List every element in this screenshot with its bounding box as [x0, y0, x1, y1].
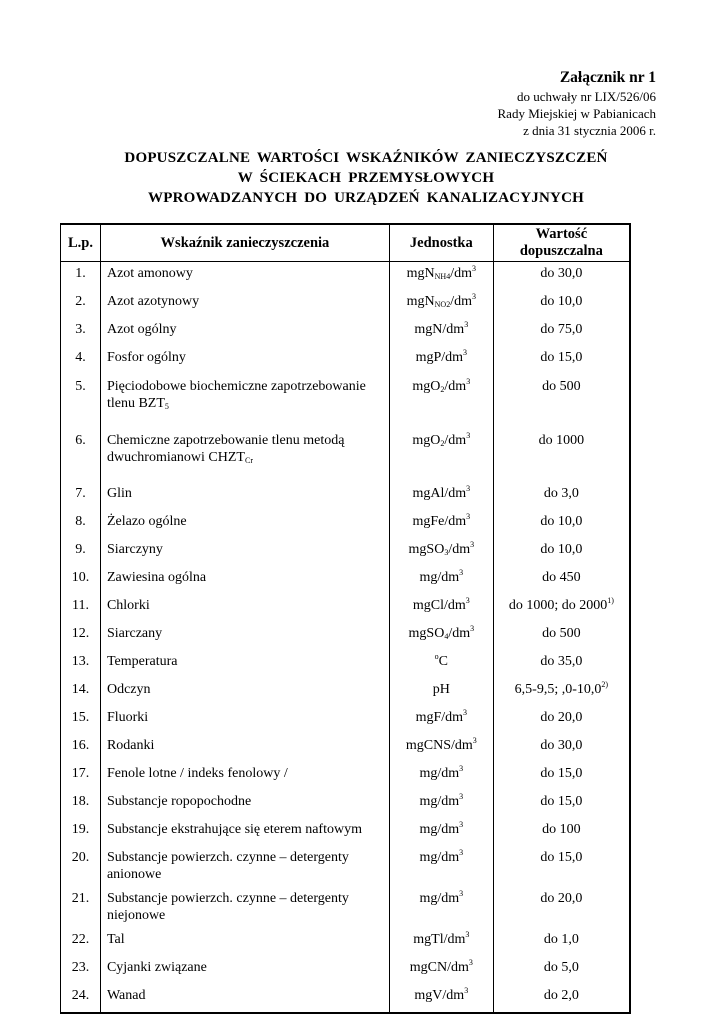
- cell-lp: 3.: [61, 318, 101, 346]
- cell-name: [100, 482, 389, 510]
- cell-name-line-2: anionowe: [106, 867, 162, 882]
- unit-superscript: 3: [470, 540, 475, 549]
- unit-subscript: 4: [444, 632, 449, 641]
- cell-name-subscript: 5: [164, 402, 169, 411]
- cell-lp: 15.: [61, 706, 101, 734]
- cell-unit: [389, 346, 493, 374]
- unit-base: mg/dm: [419, 766, 460, 781]
- cell-name-line: Azot amonowy: [106, 266, 193, 281]
- cell-name: [100, 262, 389, 291]
- table-row: [61, 622, 631, 650]
- cell-lp: 11.: [61, 594, 101, 622]
- header-lp: L.p.: [61, 224, 101, 262]
- cell-name: [100, 318, 389, 346]
- table-row: [61, 678, 631, 706]
- unit-base: mg/dm: [419, 891, 460, 906]
- cell-name-line: Cyjanki związane: [106, 960, 207, 975]
- cell-unit: [389, 928, 493, 956]
- cell-value: [493, 262, 630, 291]
- table-row: [61, 290, 631, 318]
- value-text: do 30,0: [540, 266, 583, 281]
- unit-volume: /dm: [448, 542, 471, 557]
- unit-superscript: 3: [459, 568, 464, 577]
- unit-volume: /dm: [450, 266, 472, 281]
- unit-subscript: 2: [440, 385, 445, 394]
- table-row: [61, 984, 631, 1013]
- cell-value: [493, 928, 630, 956]
- cell-value: [493, 734, 630, 762]
- cell-name-line: Substancje ekstrahujące się eterem naftowym: [106, 822, 362, 837]
- value-text: do 15,0: [540, 766, 583, 781]
- unit-degree: o: [434, 652, 439, 661]
- unit-base: mgCNS/dm: [405, 738, 473, 753]
- cell-unit: [389, 984, 493, 1013]
- cell-unit: [389, 706, 493, 734]
- unit-superscript: 3: [459, 792, 464, 801]
- cell-name: [100, 790, 389, 818]
- unit-base: mgF/dm: [415, 710, 464, 725]
- cell-name-line: Substancje powierzch. czynne – detergenty: [106, 850, 349, 865]
- unit-superscript: 3: [459, 764, 464, 773]
- cell-lp: 13.: [61, 650, 101, 678]
- table-row: [61, 928, 631, 956]
- unit-superscript: 3: [472, 736, 477, 745]
- value-text: do 15,0: [540, 350, 583, 365]
- table-body: [61, 262, 631, 1014]
- table-row: [61, 818, 631, 846]
- cell-lp: 5.: [61, 374, 101, 428]
- cell-lp: 8.: [61, 510, 101, 538]
- cell-name: [100, 622, 389, 650]
- unit-base: mg/dm: [419, 570, 460, 585]
- table-row: [61, 482, 631, 510]
- value-text: 6,5-9,5; ,0-10,0: [514, 682, 602, 697]
- cell-name-line: Tal: [106, 932, 125, 947]
- unit-base: mgTl/dm: [413, 932, 466, 947]
- table-row: [61, 374, 631, 428]
- unit-subscript: NH4: [434, 272, 451, 281]
- cell-value: [493, 622, 630, 650]
- cell-value: [493, 318, 630, 346]
- cell-unit: [389, 538, 493, 566]
- cell-name-line-2: dwuchromianowi $CHZT_{Cr}$: [106, 450, 253, 465]
- table-row: [61, 846, 631, 887]
- table-row: [61, 262, 631, 291]
- unit-base: mgP/dm: [415, 350, 464, 365]
- cell-value: [493, 706, 630, 734]
- cell-name: [100, 887, 389, 928]
- cell-value: [493, 346, 630, 374]
- value-text: do 35,0: [540, 654, 583, 669]
- header-unit: Jednostka: [389, 224, 493, 262]
- cell-value: [493, 482, 630, 510]
- annex-resolution: do uchwały nr LIX/526/06: [516, 89, 656, 104]
- cell-value: [493, 428, 630, 482]
- table-row: [61, 428, 631, 482]
- cell-lp: 18.: [61, 790, 101, 818]
- value-text: do 3,0: [543, 486, 579, 501]
- cell-value: [493, 846, 630, 887]
- unit-base: mgO: [412, 433, 441, 448]
- cell-name: [100, 374, 389, 428]
- unit-base: mgSO: [408, 626, 445, 641]
- unit-base: mgFe/dm: [412, 514, 467, 529]
- unit-superscript: 3: [459, 848, 464, 857]
- unit-superscript: 3: [459, 820, 464, 829]
- unit-base: mgCN/dm: [409, 960, 469, 975]
- cell-name-line: Azot ogólny: [106, 322, 177, 337]
- cell-name-line: Chemiczne zapotrzebowanie tlenu metodą: [106, 433, 345, 448]
- cell-value: [493, 650, 630, 678]
- cell-name: [100, 346, 389, 374]
- cell-lp: 24.: [61, 984, 101, 1013]
- cell-unit: [389, 956, 493, 984]
- unit-superscript: 3: [459, 889, 464, 898]
- unit-superscript: 3: [466, 377, 471, 386]
- cell-name-subscript: Cr: [244, 456, 253, 465]
- cell-name-line: Substancje powierzch. czynne – detergenty: [106, 891, 349, 906]
- cell-name-line: Fosfor ogólny: [106, 350, 186, 365]
- cell-name: [100, 928, 389, 956]
- cell-name-line: Pięciodobowe biochemiczne zapotrzebowanie: [106, 379, 366, 394]
- cell-value: [493, 510, 630, 538]
- unit-base: mgCl/dm: [412, 598, 466, 613]
- unit-superscript: 3: [465, 930, 470, 939]
- cell-lp: 10.: [61, 566, 101, 594]
- unit-symbol: C: [438, 654, 448, 669]
- value-text: do 10,0: [540, 542, 583, 557]
- unit-base: mg/dm: [419, 822, 460, 837]
- unit-base: mgSO: [408, 542, 445, 557]
- cell-lp: 2.: [61, 290, 101, 318]
- value-text: do 5,0: [543, 960, 579, 975]
- unit-superscript: 3: [464, 320, 469, 329]
- value-text: do 15,0: [540, 850, 583, 865]
- cell-unit: [389, 566, 493, 594]
- table-row: [61, 538, 631, 566]
- annex-block: [498, 68, 657, 139]
- value-text: do 1000: [538, 433, 585, 448]
- cell-name: [100, 538, 389, 566]
- unit-base: mg/dm: [419, 794, 460, 809]
- table-row: [61, 346, 631, 374]
- cell-name: [100, 818, 389, 846]
- value-text: do 20,0: [540, 891, 583, 906]
- annex-council: Rady Miejskiej w Pabianicach: [497, 106, 656, 121]
- cell-name: [100, 846, 389, 887]
- cell-name: [100, 510, 389, 538]
- cell-name-line: Azot azotynowy: [106, 294, 200, 309]
- cell-name-line: Fenole lotne / indeks fenolowy /: [106, 766, 288, 781]
- table-row: [61, 956, 631, 984]
- cell-unit: [389, 510, 493, 538]
- cell-lp: 20.: [61, 846, 101, 887]
- table-row: [61, 650, 631, 678]
- cell-unit: [389, 290, 493, 318]
- unit-superscript: 3: [464, 986, 469, 995]
- unit-superscript: 3: [463, 348, 468, 357]
- cell-lp: 17.: [61, 762, 101, 790]
- document-title-line-2: W ŚCIEKACH PRZEMYSŁOWYCH: [237, 170, 495, 186]
- cell-name: [100, 734, 389, 762]
- unit-base: mgN/dm: [414, 322, 465, 337]
- cell-name: [100, 594, 389, 622]
- value-text: do 20,0: [540, 710, 583, 725]
- cell-name-line: Fluorki: [106, 710, 149, 725]
- unit-superscript: 3: [470, 624, 475, 633]
- unit-base: mgN: [406, 266, 435, 281]
- unit-superscript: 3: [466, 431, 471, 440]
- table-row: [61, 762, 631, 790]
- table-row: [61, 887, 631, 928]
- cell-value: [493, 887, 630, 928]
- cell-unit: [389, 846, 493, 887]
- cell-name-line: Żelazo ogólne: [106, 514, 187, 529]
- unit-superscript: 3: [468, 958, 473, 967]
- cell-value: [493, 818, 630, 846]
- header-name: Wskaźnik zanieczyszczenia: [100, 224, 389, 262]
- unit-base: mgN: [406, 294, 435, 309]
- unit-base: mgO: [412, 379, 441, 394]
- value-text: do 30,0: [540, 738, 583, 753]
- value-text: do 1000; do 2000: [508, 598, 608, 613]
- unit-base: mgV/dm: [414, 988, 465, 1003]
- cell-name-line-2: niejonowe: [106, 908, 166, 923]
- cell-unit: [389, 482, 493, 510]
- cell-value: [493, 762, 630, 790]
- cell-unit: [389, 594, 493, 622]
- table-row: [61, 318, 631, 346]
- unit-superscript: 3: [466, 512, 471, 521]
- cell-unit: [389, 262, 493, 291]
- table-row: [61, 594, 631, 622]
- cell-name: [100, 762, 389, 790]
- cell-lp: 23.: [61, 956, 101, 984]
- value-footnote-marker: 2): [601, 680, 609, 689]
- cell-value: [493, 956, 630, 984]
- table-row: [61, 734, 631, 762]
- header-value: [493, 224, 630, 262]
- value-text: do 450: [542, 570, 581, 585]
- value-text: do 10,0: [540, 294, 583, 309]
- table-row: [61, 790, 631, 818]
- header-value-line-1: Wartość: [535, 226, 588, 242]
- cell-name: [100, 706, 389, 734]
- value-text: do 75,0: [540, 322, 583, 337]
- cell-value: [493, 566, 630, 594]
- cell-unit: [389, 818, 493, 846]
- value-text: do 500: [542, 626, 581, 641]
- value-text: do 15,0: [540, 794, 583, 809]
- cell-name: [100, 650, 389, 678]
- cell-value: [493, 790, 630, 818]
- cell-name: [100, 984, 389, 1013]
- value-text: do 100: [542, 822, 581, 837]
- table-header-row: [61, 224, 631, 262]
- document-title-line-3: WPROWADZANYCH DO URZĄDZEŃ KANALIZACYJNYCH: [148, 190, 584, 206]
- cell-lp: 12.: [61, 622, 101, 650]
- cell-name-line-2: tlenu $BZT_5$: [106, 396, 169, 411]
- unit-superscript: 3: [463, 708, 468, 717]
- unit-volume: /dm: [444, 433, 467, 448]
- cell-name-line: Wanad: [106, 988, 146, 1003]
- table-row: [61, 566, 631, 594]
- cell-lp: 7.: [61, 482, 101, 510]
- table-row: [61, 706, 631, 734]
- cell-name-line: Siarczyny: [106, 542, 163, 557]
- cell-lp: 1.: [61, 262, 101, 291]
- cell-lp: 9.: [61, 538, 101, 566]
- cell-lp: 6.: [61, 428, 101, 482]
- unit-base: pH: [432, 682, 450, 697]
- cell-value: [493, 374, 630, 428]
- unit-base: mg/dm: [419, 850, 460, 865]
- header-value-line-2: dopuszczalna: [519, 243, 603, 259]
- cell-value: [493, 594, 630, 622]
- document-title: [60, 148, 672, 208]
- unit-volume: /dm: [448, 626, 471, 641]
- value-footnote-marker: 1): [607, 596, 614, 605]
- unit-superscript: 3: [466, 484, 471, 493]
- cell-unit: [389, 734, 493, 762]
- cell-name: [100, 566, 389, 594]
- cell-name-line: Odczyn: [106, 682, 151, 697]
- cell-name: [100, 290, 389, 318]
- cell-unit: [389, 318, 493, 346]
- unit-superscript: 3: [465, 596, 470, 605]
- annex-title: Załącznik nr 1: [559, 69, 656, 86]
- unit-subscript: NO2: [434, 300, 451, 309]
- cell-name-line: Siarczany: [106, 626, 163, 641]
- table-row: [61, 510, 631, 538]
- annex-date: z dnia 31 stycznia 2006 r.: [523, 123, 656, 138]
- value-text: do 10,0: [540, 514, 583, 529]
- cell-value: [493, 984, 630, 1013]
- unit-volume: /dm: [444, 379, 467, 394]
- cell-name-line: Rodanki: [106, 738, 155, 753]
- cell-name-line: Zawiesina ogólna: [106, 570, 207, 585]
- value-text: do 1,0: [543, 932, 579, 947]
- cell-name: [100, 678, 389, 706]
- pollutant-limits-table: [60, 223, 631, 1014]
- cell-name-line: Glin: [106, 486, 132, 501]
- cell-unit: [389, 678, 493, 706]
- cell-name-line: Substancje ropopochodne: [106, 794, 252, 809]
- unit-subscript: 2: [440, 439, 445, 448]
- cell-unit: [389, 790, 493, 818]
- unit-volume: /dm: [450, 294, 472, 309]
- cell-name-line: Temperatura: [106, 654, 178, 669]
- cell-lp: 16.: [61, 734, 101, 762]
- cell-lp: 14.: [61, 678, 101, 706]
- cell-unit: [389, 428, 493, 482]
- unit-subscript: 3: [444, 548, 449, 557]
- cell-name-line: Chlorki: [106, 598, 150, 613]
- unit-base: mgAl/dm: [412, 486, 467, 501]
- unit-superscript: 3: [471, 292, 476, 301]
- cell-value: [493, 290, 630, 318]
- cell-lp: 22.: [61, 928, 101, 956]
- cell-name: [100, 428, 389, 482]
- cell-value: [493, 538, 630, 566]
- cell-lp: 21.: [61, 887, 101, 928]
- cell-unit: [389, 374, 493, 428]
- cell-name: [100, 956, 389, 984]
- document-title-line-1: DOPUSZCZALNE WARTOŚCI WSKAŹNIKÓW ZANIECZYSZCZEŃ: [124, 150, 608, 166]
- value-text: do 2,0: [543, 988, 579, 1003]
- cell-unit: [389, 622, 493, 650]
- cell-lp: 4.: [61, 346, 101, 374]
- unit-superscript: 3: [471, 264, 476, 273]
- cell-unit: [389, 887, 493, 928]
- cell-value: [493, 678, 630, 706]
- value-text: do 500: [542, 379, 581, 394]
- cell-lp: 19.: [61, 818, 101, 846]
- cell-unit: [389, 650, 493, 678]
- cell-unit: [389, 762, 493, 790]
